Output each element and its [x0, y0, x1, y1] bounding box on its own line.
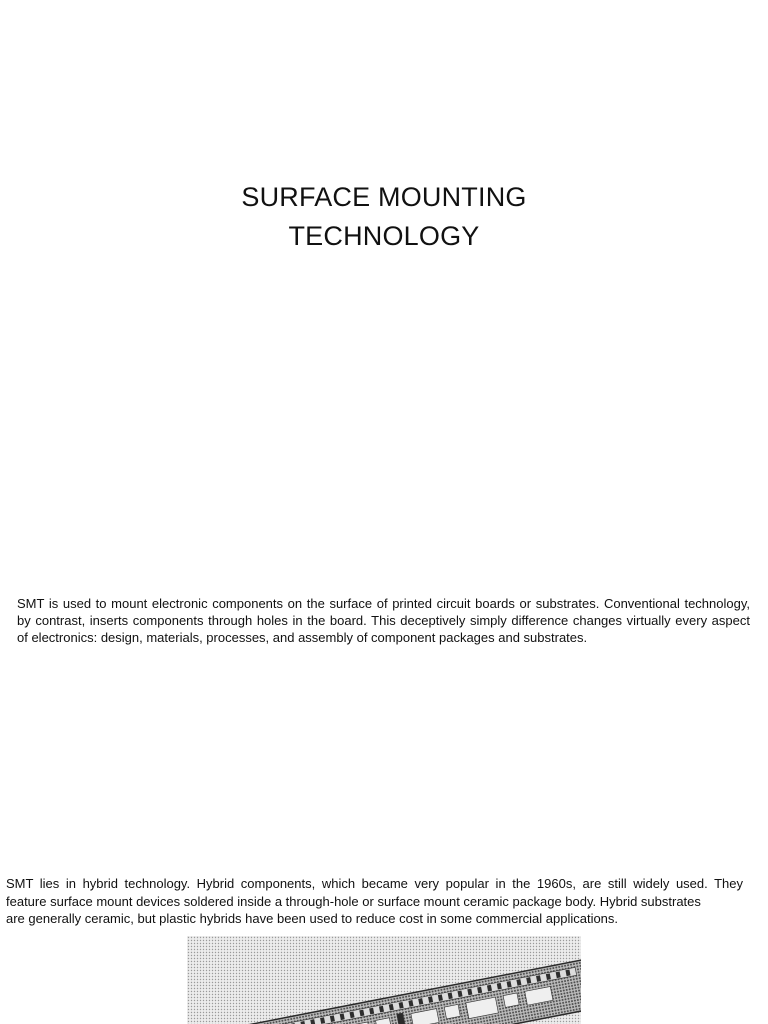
title-line-1: SURFACE MOUNTING [241, 182, 527, 212]
intro-paragraph [17, 595, 750, 646]
hybrid-paragraph-line: are generally ceramic, but plastic hybrids have been used to reduce cost in some commercial applications. [6, 911, 619, 926]
hybrid-circuit-photo [187, 936, 581, 1024]
intro-paragraph-line: SMT is used to mount electronic components on the surface of printed circuit boards or substrates. Conventional technology, [17, 596, 750, 611]
intro-paragraph-line: by contrast, inserts components through holes in the board. This deceptively simply difference changes virtually every aspect [17, 613, 750, 628]
intro-paragraph-line: of electronics: design, materials, processes, and assembly of component packages and substrates. [17, 630, 588, 645]
page-title [0, 178, 768, 256]
hybrid-circuit-image [187, 936, 581, 1024]
hybrid-paragraph-line: feature surface mount devices soldered inside a through-hole or surface mount ceramic package body. Hybrid substrates [6, 893, 701, 909]
hybrid-paragraph-line: SMT lies in hybrid technology. Hybrid components, which became very popular in the 1960s, are still widely used. They [6, 876, 743, 891]
hybrid-paragraph [6, 875, 743, 928]
title-line-2: TECHNOLOGY [288, 221, 480, 251]
